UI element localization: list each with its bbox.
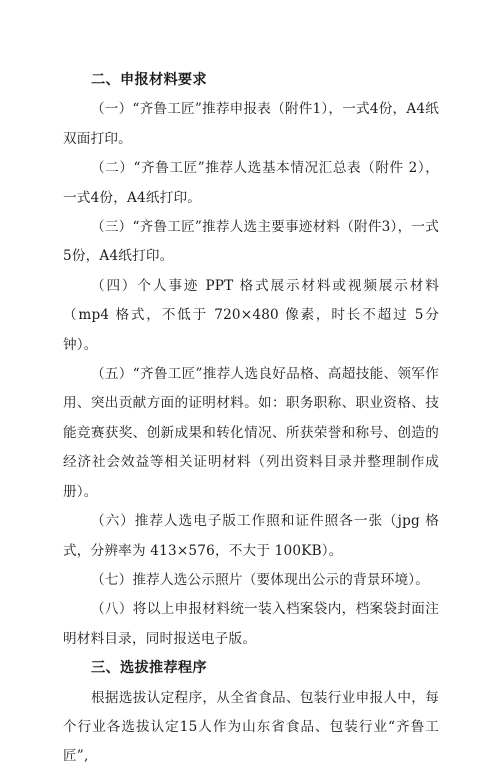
paragraph-item-6: （六）推荐人选电子版工作照和证件照各一张（jpg 格式，分辨率为 413×576，不大于 100KB）。 [63, 513, 439, 559]
paragraph-item-3: （三）“齐鲁工匠”推荐人选主要事迹材料（附件3），一式5份，A4纸打印。 [63, 219, 439, 265]
paragraph-item-1: （一）“齐鲁工匠”推荐申报表（附件1），一式4份，A4纸双面打印。 [63, 101, 439, 147]
paragraph-procedure-1: 根据选拔认定程序，从全省食品、包装行业申报人中，每个行业各选拔认定15人作为山东省食品、包装行业“齐鲁工匠”, [63, 689, 439, 765]
paragraph-item-4: （四）个人事迹 PPT 格式展示材料或视频展示材料（mp4 格式，不低于 720×480 像素，时长不超过 5分钟）。 [63, 277, 439, 353]
section-heading-procedure: 三、选拔推荐程序 [91, 660, 207, 677]
paragraph-item-2: （二）“齐鲁工匠”推荐人选基本情况汇总表（附件 2），一式4份，A4纸打印。 [63, 160, 439, 206]
section-heading-materials: 二、申报材料要求 [91, 72, 207, 88]
document-body [63, 66, 439, 772]
paragraph-item-7: （七）推荐人选公示照片（要体现出公示的背景环境）。 [91, 571, 430, 588]
paragraph-item-8: （八）将以上申报材料统一装入档案袋内，档案袋封面注明材料目录，同时报送电子版。 [63, 601, 439, 647]
paragraph-item-5: （五）“齐鲁工匠”推荐人选良好品格、高超技能、领军作用、突出贡献方面的证明材料。如：职务职称、职业资格、技能竞赛获奖、创新成果和转化情况、所获荣誉和称号、创造的经济社会效益等相关证明材料（列出资料目录并整理制作成册）。 [63, 366, 439, 500]
